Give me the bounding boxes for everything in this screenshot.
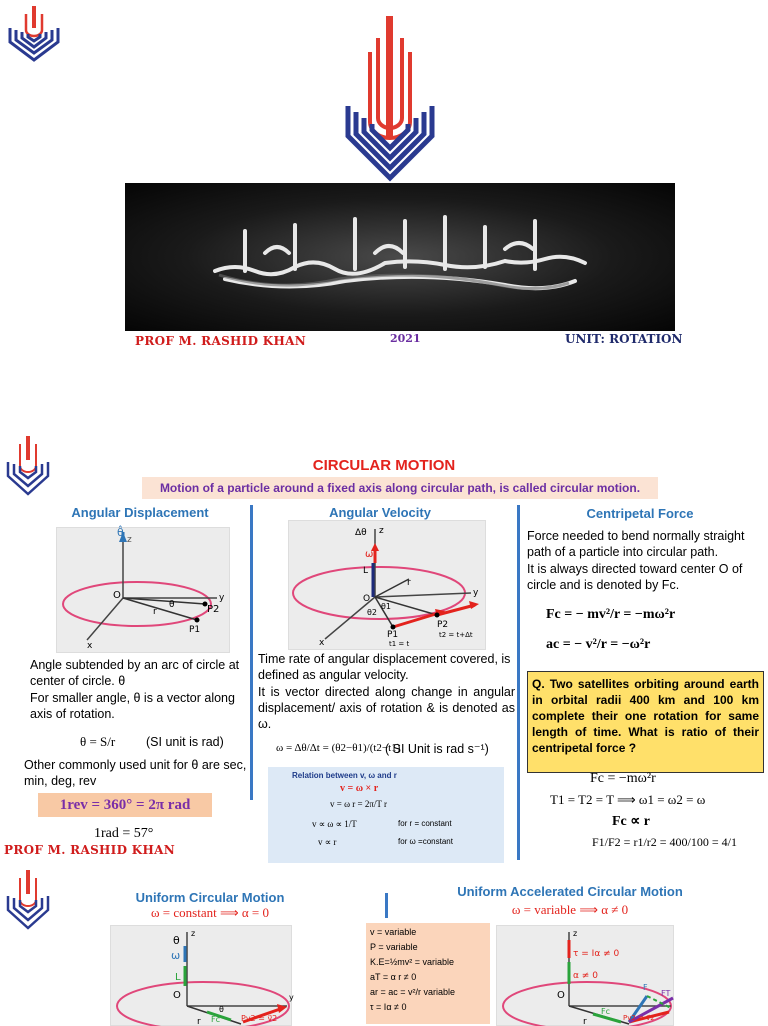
bottom-divider [385,893,388,918]
diagram-label: z [127,535,132,545]
centripetal-formula-1: Fc = − mv²/r = −mω²r [546,607,676,622]
diagram-label: θ2 [367,608,377,617]
relation-row-3: v ∝ ω ∝ 1/T [312,819,357,829]
relation-box-title: Relation between v, ω and r [292,771,397,780]
cover-unit: UNIT: ROTATION [565,332,683,346]
solution-line-1: Fc = −mω²r [590,771,656,786]
institute-logo-large-icon [340,8,440,194]
diagram-label: ω [171,949,181,962]
bottom-logo-icon [4,870,52,934]
diagram-label: Pv2 = v⃗2 [623,1014,655,1022]
slide-title: CIRCULAR MOTION [312,457,456,474]
uacm-info-line: τ = Iα ≠ 0 [370,1002,407,1012]
relation-row-4-note: for ω =constant [398,837,453,846]
angular-displacement-title: Angular Displacement [71,505,209,520]
ucm-title: Uniform Circular Motion [135,890,285,905]
other-units-text: Other commonly used unit for θ are sec, min, deg, rev [24,758,247,788]
omega-formula-note: ( SI Unit is rad s⁻¹) [385,742,489,756]
angular-velocity-title: Angular Velocity [329,505,431,520]
diagram-label: Pv2 = v⃗2 [241,1014,278,1023]
cover-year: 2021 [390,332,421,345]
diagram-label: θ̂ [117,526,124,539]
diagram-label: t2 = t+Δt [439,631,473,639]
diagram-label: y [289,993,294,1002]
angular-velocity-diagram [288,520,486,650]
uacm-info-line: aT = α r ≠ 0 [370,972,417,982]
question-box: Q. Two satellites orbiting around earth in orbital radii 400 km and 100 km complete their one rotation for same length of time. What is ratio of their centripetal force ? [527,671,764,773]
relation-row-2: v = ω r = 2π/T r [330,799,387,809]
angular-velocity-text-1: Time rate of angular displacement covered, is defined as angular velocity. [258,652,511,682]
diagram-label: L [363,566,369,576]
uacm-subtitle: ω = variable ⟹ α ≠ 0 [511,902,629,917]
diagram-label: P2 [207,604,220,615]
diagram-label: x [319,638,325,648]
diagram-label: Fc [601,1007,610,1016]
ucm-subtitle: ω = constant ⟹ α = 0 [151,905,269,920]
relation-box [268,767,504,863]
diagram-label: θ [169,600,175,610]
diagram-label: t1 = t [389,640,410,648]
uacm-info-line: P = variable [370,942,418,952]
diagram-label: r [407,578,411,588]
relation-row-1: v = ω × r [340,783,379,794]
rev-conversion-box: 1rev = 360° = 2π rad [38,793,212,817]
column-divider [250,505,253,800]
uacm-info-line: v = variable [370,927,417,937]
bismillah-calligraphy-icon [125,183,675,331]
diagram-label: ω [365,549,374,560]
solution-line-4: F1/F2 = r1/r2 = 400/100 = 4/1 [592,835,737,849]
centripetal-text-2: It is always directed toward center O of circle and is denoted by Fc. [527,562,743,592]
angular-displacement-diagram [56,527,230,653]
diagram-label: z [573,929,578,938]
angular-velocity-text-2: It is vector directed along change in angular displacement/ axis of rotation & is denoted as ω. [258,685,515,731]
theta-formula-note: (SI unit is rad) [146,735,224,749]
centripetal-force-title: Centripetal Force [586,506,694,521]
solution-line-2: T1 = T2 = T ⟹ ω1 = ω2 = ω [550,792,706,807]
diagram-label: r [197,1017,201,1026]
diagram-label: θ1 [381,602,391,611]
diagram-label: P1 [189,625,201,635]
diagram-label: Δθ [355,528,367,538]
diagram-label: θ [173,934,180,947]
rad-conversion: 1rad = 57° [94,826,154,841]
uacm-diagram [496,925,674,1026]
diagram-label: y [473,588,479,598]
diagram-label: O [557,990,565,1001]
uacm-info-line: ar = ac = v²/r variable [370,987,456,997]
slide-prof-name: PROF M. RASHID KHAN [4,843,176,857]
diagram-label: x [87,641,93,651]
diagram-label: r [583,1017,587,1026]
uacm-title: Uniform Accelerated Circular Motion [457,884,683,899]
diagram-label: r [153,607,157,617]
omega-formula: ω = Δθ/Δt = (θ2−θ1)/(t2−t1) [276,742,401,754]
angular-displacement-text-2: For smaller angle, θ is a vector along axis of rotation. [30,691,235,721]
diagram-label: O [363,594,371,604]
diagram-label: τ = Iα ≠ 0 [573,949,620,959]
diagram-label: Fc [211,1015,220,1024]
diagram-label: F [643,983,648,992]
diagram-label: FT [661,989,671,998]
diagram-label: O [113,590,121,601]
centripetal-formula-2: ac = − v²/r = −ω²r [546,637,651,652]
solution-line-3: Fc ∝ r [612,814,650,829]
diagram-label: L [175,972,181,983]
theta-formula: θ = S/r [80,734,116,749]
calligraphy-banner [125,183,675,331]
diagram-label: α ≠ 0 [573,971,598,981]
institute-logo-icon [4,4,66,62]
uacm-info-box [366,923,490,1024]
angular-displacement-text-1: Angle subtended by an arc of circle at center of circle. θ [30,658,240,688]
diagram-label: y [219,593,225,603]
column-divider [517,505,520,860]
definition-banner: Motion of a particle around a fixed axis along circular path, is called circular motion. [142,477,658,499]
diagram-label: z [191,929,196,938]
diagram-label: O [173,990,181,1001]
relation-row-3-note: for r = constant [398,819,452,828]
diagram-label: z [379,526,384,536]
diagram-label: P2 [437,620,449,630]
relation-row-4: v ∝ r [318,837,337,847]
diagram-label: P1 [387,630,399,640]
diagram-label: θ [219,1005,224,1014]
centripetal-text-1: Force needed to bend normally straight path of a particle into circular path. [527,529,745,559]
cover-prof-name: PROF M. RASHID KHAN [135,334,307,348]
ucm-diagram [110,925,292,1026]
uacm-info-line: K.E=½mv² = variable [370,957,455,967]
